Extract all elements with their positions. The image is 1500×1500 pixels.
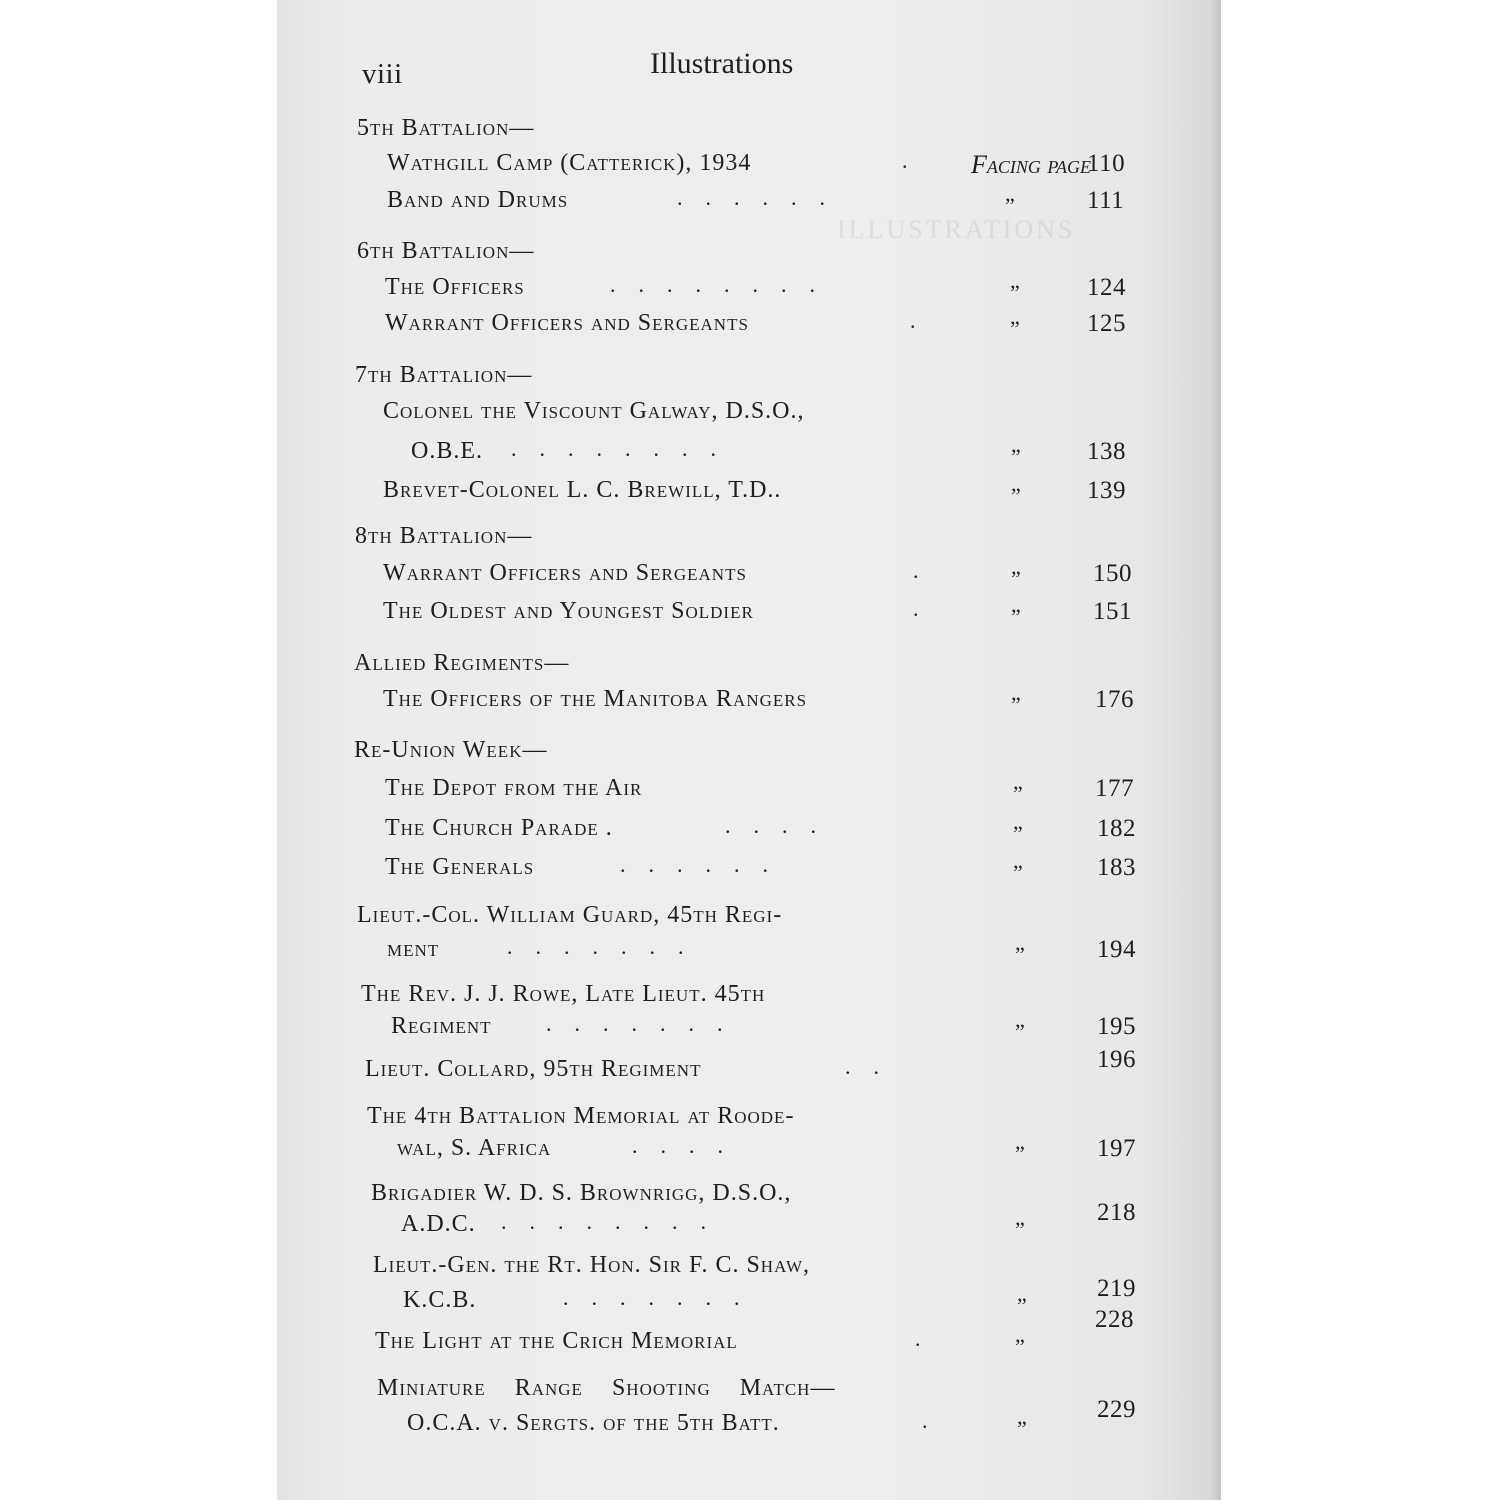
item-title-cont: K.C.B.	[403, 1287, 477, 1313]
ditto-mark: ”	[1015, 1019, 1026, 1044]
list-item-continuation: Regiment ....... ” 195	[391, 1011, 1136, 1044]
page-number: viii	[362, 58, 403, 90]
list-item	[361, 981, 1221, 1015]
item-page: 125	[1087, 310, 1126, 337]
list-item	[357, 902, 1221, 936]
list-item-continuation: O.B.E. ........ ” 138	[411, 436, 1126, 469]
item-title-cont: O.B.E.	[411, 438, 483, 464]
item-page: 196	[1097, 1046, 1136, 1073]
section-heading: 8th Battalion—	[355, 523, 533, 549]
list-item: Wathgill Camp (Catterick), 1934 . Facing page 110	[387, 148, 1126, 179]
ditto-mark: ”	[1011, 566, 1022, 591]
item-title: Warrant Officers and Sergeants	[385, 310, 749, 336]
list-item: Band and Drums ...... ” 111	[387, 185, 1125, 218]
item-title: Colonel the Viscount Galway, D.S.O.,	[383, 398, 805, 424]
item-page: 110	[1087, 150, 1126, 177]
item-page: 228	[1095, 1306, 1134, 1333]
item-title: The Light at the Crich Memorial	[375, 1328, 738, 1354]
ditto-mark: ”	[1011, 483, 1022, 508]
ditto-mark: ”	[1011, 692, 1022, 717]
item-title-cont: A.D.C.	[401, 1211, 476, 1237]
item-title: The 4th Battalion Memorial at Roode-	[367, 1103, 795, 1129]
item-title: The Rev. J. J. Rowe, Late Lieut. 45th	[361, 981, 766, 1007]
ditto-mark: ”	[1015, 1334, 1026, 1359]
ditto-mark: ”	[1013, 821, 1024, 846]
list-item	[385, 775, 1221, 809]
ditto-mark: ”	[1011, 444, 1022, 469]
list-item	[367, 1103, 1221, 1137]
item-page: 138	[1087, 438, 1126, 465]
item-title: Band and Drums	[387, 187, 569, 213]
section-heading: 7th Battalion—	[355, 362, 533, 388]
list-item: Warrant Officers and Sergeants . ” 150	[383, 558, 1132, 591]
item-title: Warrant Officers and Sergeants	[383, 560, 747, 586]
ditto-mark: ”	[1013, 781, 1024, 806]
facing-page-label: Facing page	[970, 150, 1091, 179]
item-page: 197	[1097, 1135, 1136, 1162]
item-page: 195	[1097, 1013, 1136, 1040]
item-title: The Oldest and Youngest Soldier	[383, 598, 754, 624]
ditto-mark: ”	[1013, 860, 1024, 885]
ditto-mark: ”	[1017, 1416, 1028, 1441]
list-item	[383, 686, 1221, 720]
item-page: 124	[1087, 274, 1126, 301]
list-item-continuation: ment ....... ” 194	[387, 934, 1136, 967]
list-item: Lieut. Collard, 95th Regiment .. 196	[365, 1046, 1136, 1082]
item-title: Brevet-Colonel L. C. Brewill, T.D..	[383, 477, 782, 503]
ditto-mark: ”	[1015, 1217, 1026, 1242]
item-page: 229	[1097, 1396, 1136, 1423]
ditto-mark: ”	[1017, 1293, 1028, 1318]
page-title: Illustrations	[650, 47, 794, 80]
section-heading: 6th Battalion—	[357, 238, 535, 264]
ditto-mark: ”	[1015, 1141, 1026, 1166]
ditto-mark: ”	[1010, 280, 1021, 305]
item-page: 177	[1095, 775, 1134, 802]
item-title: Lieut.-Col. William Guard, 45th Regi-	[357, 902, 783, 928]
list-item	[371, 1180, 1221, 1214]
item-page: 111	[1087, 187, 1125, 214]
list-item-continuation: wal, S. Africa .... ” 197	[397, 1133, 1136, 1166]
ditto-mark: ”	[1010, 316, 1021, 341]
item-title: Wathgill Camp (Catterick), 1934	[387, 150, 752, 176]
item-title: Lieut. Collard, 95th Regiment	[365, 1056, 702, 1082]
item-page: 194	[1097, 936, 1136, 963]
list-item: The Officers ........ ” 124	[385, 272, 1126, 305]
item-title: The Church Parade .	[385, 815, 613, 841]
item-title: The Officers of the Manitoba Rangers	[383, 686, 808, 712]
item-page: 151	[1093, 598, 1132, 625]
list-item-continuation: K.C.B. ....... ” 219	[403, 1275, 1136, 1318]
item-title: The Officers	[385, 274, 525, 300]
ditto-mark: ”	[1015, 942, 1026, 967]
item-page: 218	[1097, 1199, 1136, 1226]
list-item: The Generals ...... ” 183	[385, 852, 1136, 885]
item-page: 176	[1095, 686, 1134, 713]
list-item	[383, 477, 1221, 511]
item-title: The Depot from the Air	[385, 775, 643, 801]
list-item-continuation: A.D.C. ........ ” 218	[401, 1199, 1136, 1242]
list-item: Warrant Officers and Sergeants . ” 125	[385, 308, 1126, 341]
section-heading: 5th Battalion—	[357, 115, 535, 141]
item-page: 182	[1097, 815, 1136, 842]
item-page: 219	[1097, 1275, 1136, 1302]
item-title: Lieut.-Gen. the Rt. Hon. Sir F. C. Shaw,	[373, 1252, 811, 1278]
book-page	[277, 0, 1221, 1500]
ditto-mark: ”	[1005, 193, 1016, 218]
list-item	[383, 398, 1221, 432]
item-title: Miniature Range Shooting Match—	[377, 1375, 836, 1401]
bleed-through-text: ILLUSTRATIONS	[837, 215, 1076, 244]
item-title-cont: ment	[387, 936, 440, 962]
item-title: Brigadier W. D. S. Brownrigg, D.S.O.,	[371, 1180, 792, 1206]
item-page: 139	[1087, 477, 1126, 504]
item-title-cont: O.C.A. v. Sergts. of the 5th Batt.	[407, 1410, 780, 1436]
item-page: 150	[1093, 560, 1132, 587]
list-item: The Oldest and Youngest Soldier . ” 151	[383, 596, 1132, 629]
item-title-cont: wal, S. Africa	[397, 1135, 552, 1161]
item-title-cont: Regiment	[391, 1013, 492, 1039]
item-page: 183	[1097, 854, 1136, 881]
list-item: The Light at the Crich Memorial . ” 228	[375, 1306, 1134, 1359]
section-heading: Re-Union Week—	[354, 737, 548, 763]
list-item	[373, 1252, 1221, 1286]
list-item: The Church Parade . .... ” 182	[385, 813, 1136, 846]
item-title: The Generals	[385, 854, 535, 880]
list-item	[377, 1375, 1221, 1409]
list-item-continuation: O.C.A. v. Sergts. of the 5th Batt. . ” 229	[407, 1396, 1136, 1441]
section-heading: Allied Regiments—	[354, 650, 570, 676]
ditto-mark: ”	[1011, 604, 1022, 629]
